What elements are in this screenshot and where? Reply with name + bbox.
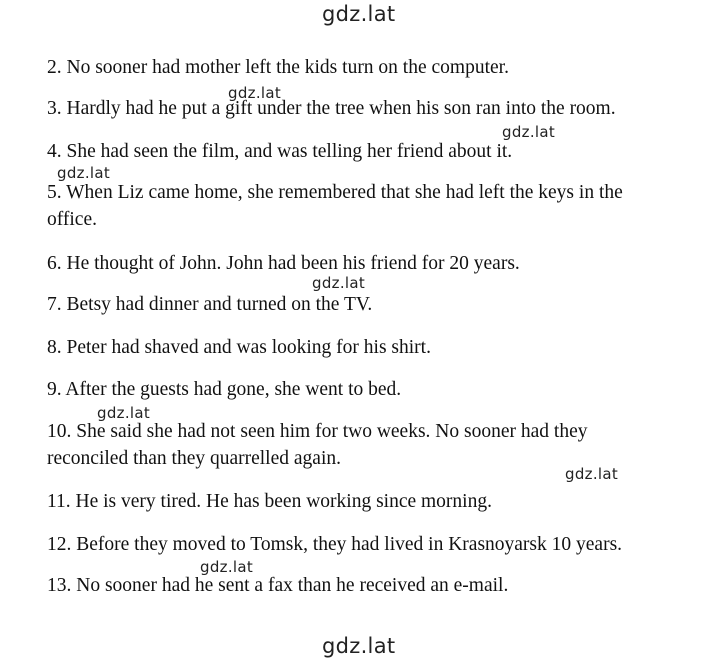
watermark: gdz.lat [228,84,282,102]
sentence-5: 5. When Liz came home, she remembered that she had left the keys in the office. [47,182,623,230]
sentence-12: 12. Before they moved to Tomsk, they had lived in Krasnoyarsk 10 years. [47,534,623,555]
watermark: gdz.lat [312,274,366,292]
sentence-2: 2. No sooner had mother left the kids turn on the computer. [47,57,509,78]
sentence-11: 11. He is very tired. He has been working since morning. [47,491,492,512]
watermark: gdz.lat [200,558,254,576]
sentence-3: 3. Hardly had he put a gift under the tree when his son ran into the room. [47,98,616,119]
sentence-9: 9. After the guests had gone, she went to bed. [47,379,402,400]
watermark: gdz.lat [97,404,151,422]
watermark: gdz.lat [57,164,111,182]
watermark: gdz.lat [565,465,619,483]
watermark-top: gdz.lat [322,2,396,26]
sentence-10: 10. She said she had not seen him for two weeks. No sooner had they reconciled than they quarrelled again. [47,421,588,469]
watermark-bottom: gdz.lat [322,634,396,658]
sentence-4: 4. She had seen the film, and was telling her friend about it. [47,141,513,162]
sentence-8: 8. Peter had shaved and was looking for his shirt. [47,337,431,358]
sentence-13: 13. No sooner had he sent a fax than he received an e-mail. [47,575,509,596]
sentence-6: 6. He thought of John. John had been his friend for 20 years. [47,253,520,274]
sentence-7: 7. Betsy had dinner and turned on the TV. [47,294,373,315]
watermark: gdz.lat [502,123,556,141]
